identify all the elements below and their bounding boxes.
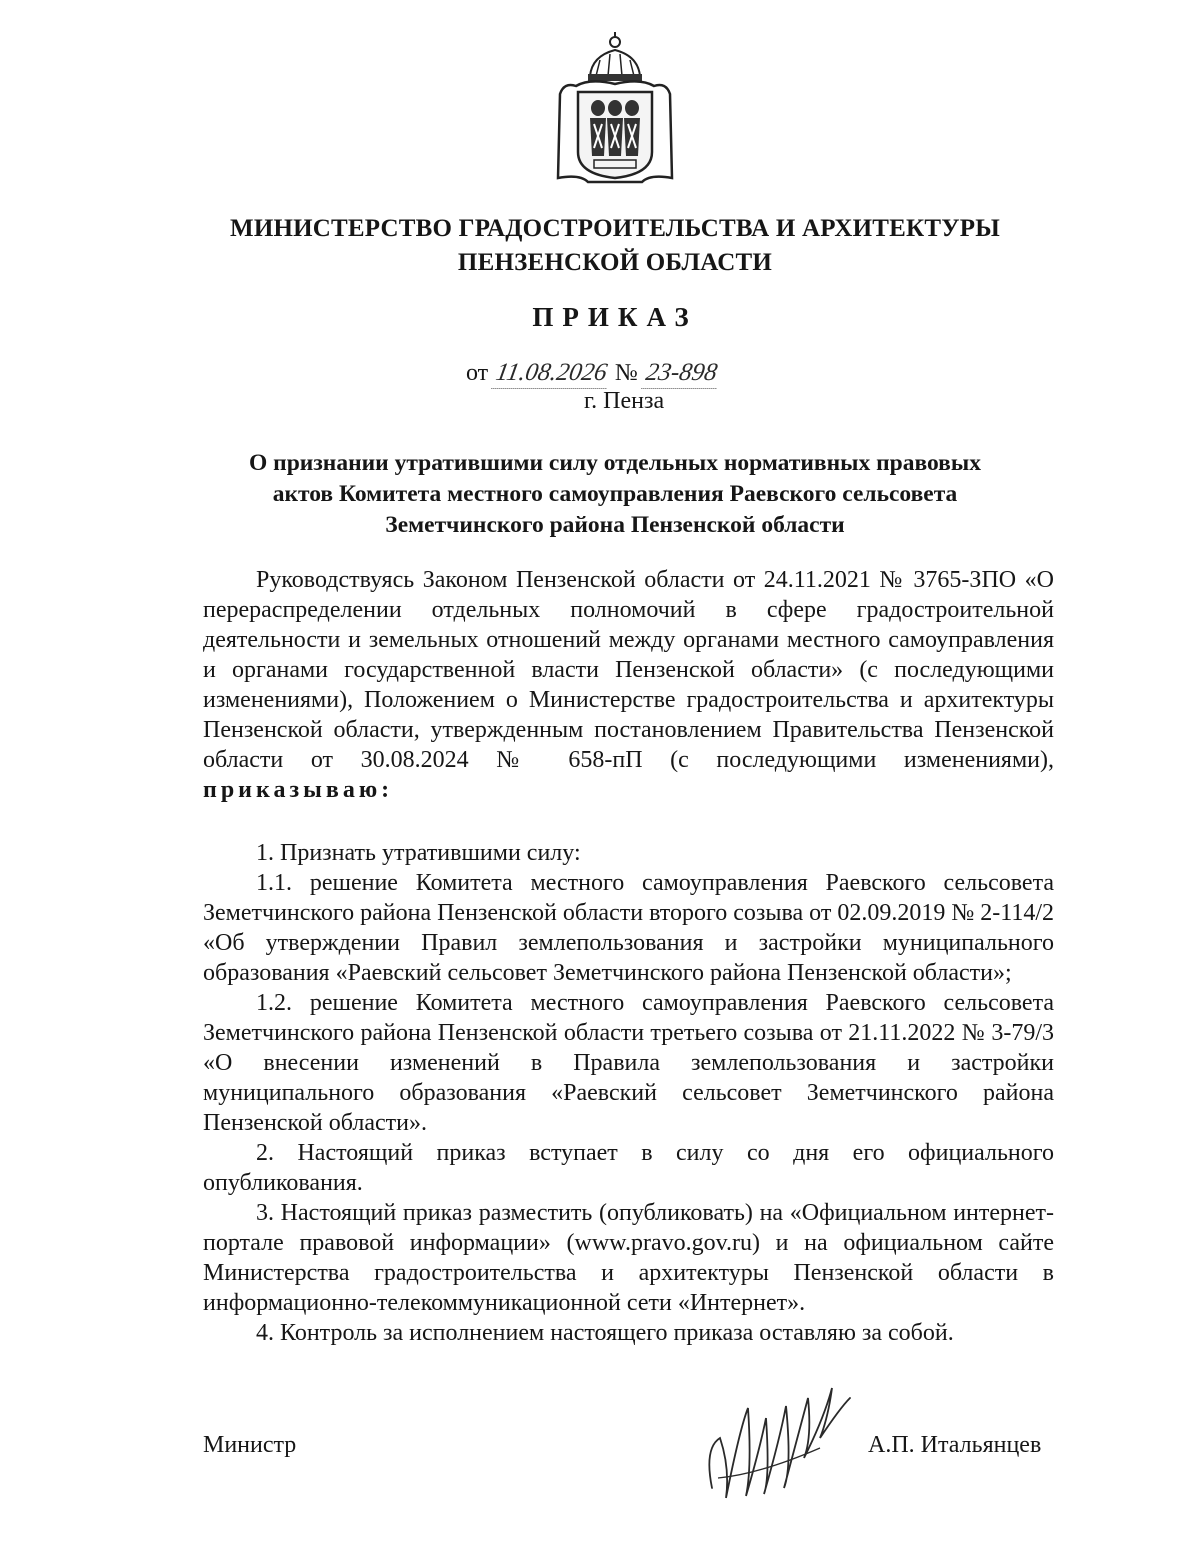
- order-item: 1. Признать утратившими силу:: [256, 840, 581, 866]
- order-item: 4. Контроль за исполнением настоящего приказа оставляю за собой.: [256, 1320, 954, 1346]
- number-prefix: №: [614, 360, 638, 386]
- subject-line1: О признании утратившими силу отдельных нормативных правовых: [249, 450, 981, 476]
- signatory-name: А.П. Итальянцев: [868, 1432, 1042, 1458]
- order-subject: [195, 448, 1035, 541]
- signatory-position: Министр: [203, 1432, 297, 1458]
- document-type-title: ПРИКАЗ: [532, 302, 698, 332]
- city: г. Пенза: [584, 388, 665, 414]
- preamble-paragraph: [203, 565, 1054, 805]
- subject-line2: актов Комитета местного самоуправления Раевского сельсовета: [272, 481, 958, 507]
- preamble: [203, 565, 1054, 805]
- order-command: приказываю: [203, 777, 382, 803]
- preamble-text: Руководствуясь Законом Пензенской области от 24.11.2021 № 3765-ЗПО «О перераспределении отдельных полномочий в сфере градостроительной деятельности и земельных отношений между органами местного самоуправления и органами государственной власти Пензенской области» (с последующими изменениями), Положением о Министерстве градостроительства и архитектуры Пензенской области, утвержденным постановлением Правительства Пензенской области от 30.08.2024 № 658-пП (с последующими изменениями),: [203, 567, 1054, 773]
- ministry-name-line1: МИНИСТЕРСТВО ГРАДОСТРОИТЕЛЬСТВА И АРХИТЕКТУРЫ: [230, 215, 1000, 242]
- handwritten-signature: [700, 1378, 860, 1508]
- order-command-colon: :: [381, 777, 390, 803]
- order-number: 23-898: [641, 358, 721, 389]
- order-date-number: [466, 358, 719, 389]
- order-item: 1.2. решение Комитета местного самоуправления Раевского сельсовета Земетчинского района Пензенской области третьего созыва от 21.11.2022 № 3-79/3 «О внесении изменений в Правила землепользования и застройки муниципального образования «Раевский сельсовет Земетчинского района Пензенской области».: [203, 990, 1054, 1136]
- order-item: 2. Настоящий приказ вступает в силу со дня его официального опубликования.: [203, 1140, 1054, 1196]
- date-prefix: от: [466, 360, 489, 386]
- ministry-name-line2: ПЕНЗЕНСКОЙ ОБЛАСТИ: [457, 249, 773, 276]
- ministry-name: [150, 212, 1080, 280]
- subject-line3: Земетчинского района Пензенской области: [385, 512, 845, 538]
- order-date: 11.08.2026: [491, 358, 611, 389]
- coat-of-arms-icon: [550, 28, 680, 188]
- order-item: 1.1. решение Комитета местного самоуправления Раевского сельсовета Земетчинского района Пензенской области второго созыва от 02.09.2019 № 2-114/2 «Об утверждении Правил землепользования и застройки муниципального образования «Раевский сельсовет Земетчинского района Пензенской области»;: [203, 870, 1054, 986]
- order-item: 3. Настоящий приказ разместить (опубликовать) на «Официальном интернет-портале правовой информации» (www.pravo.gov.ru) и на официальном сайте Министерства градостроительства и архитектуры Пензенской области в информационно-телекоммуникационной сети «Интернет».: [203, 1200, 1054, 1316]
- order-items: [203, 838, 1054, 1348]
